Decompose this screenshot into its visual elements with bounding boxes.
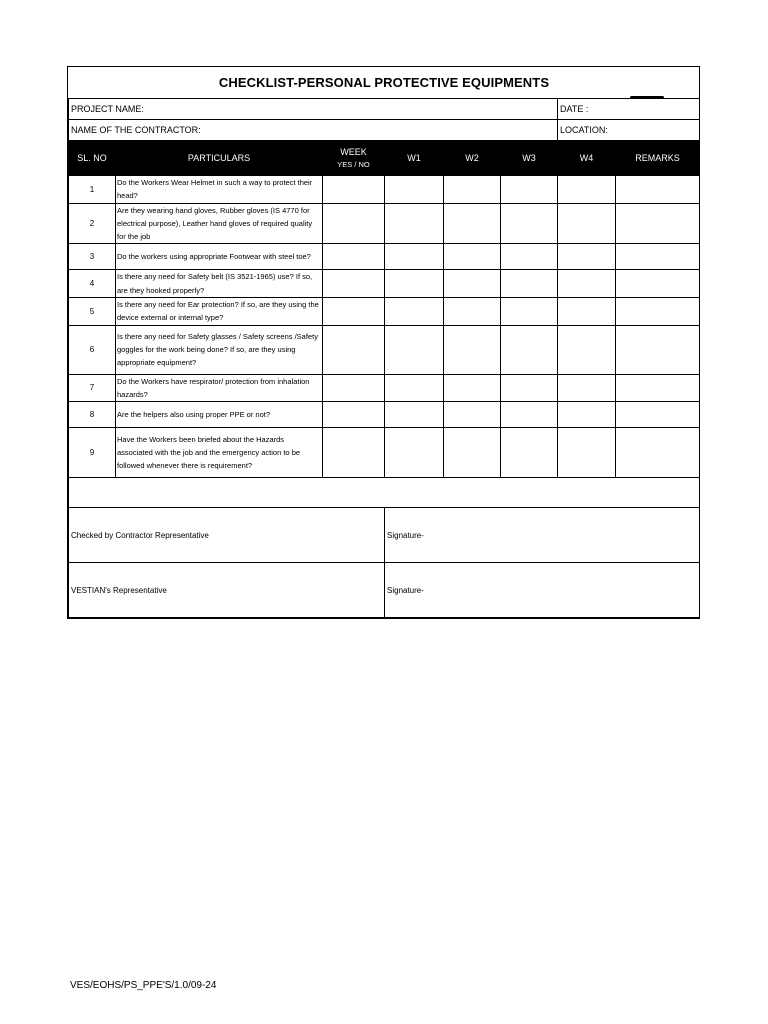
header-w1: W1 <box>385 141 444 176</box>
vestian-signature-row <box>69 563 700 618</box>
header-yes-no: YES / NO <box>337 160 370 170</box>
w1-cell[interactable] <box>385 176 444 204</box>
contractor-signature-field[interactable]: Signature- <box>385 508 700 563</box>
item-particulars: Have the Workers been briefed about the Hazards associated with the job and the emergency action to be followed whenever there is requirement? <box>116 428 323 478</box>
w4-cell[interactable] <box>558 270 616 298</box>
table-row <box>69 203 700 244</box>
w3-cell[interactable] <box>501 298 558 326</box>
w4-cell[interactable] <box>558 203 616 244</box>
item-particulars: Is there any need for Ear protection? If so, are they using the device external or internal type? <box>116 298 323 326</box>
item-number: 9 <box>69 428 116 478</box>
w2-cell[interactable] <box>444 244 501 270</box>
remarks-cell[interactable] <box>616 176 700 204</box>
w1-cell[interactable] <box>385 428 444 478</box>
item-number: 8 <box>69 402 116 428</box>
header-particulars: PARTICULARS <box>116 141 323 176</box>
remarks-cell[interactable] <box>616 203 700 244</box>
w4-cell[interactable] <box>558 402 616 428</box>
w4-cell[interactable] <box>558 374 616 402</box>
w1-cell[interactable] <box>385 402 444 428</box>
checklist-table <box>68 67 700 618</box>
item-particulars: Is there any need for Safety belt (IS 3521-1965) use? If so, are they hooked properly? <box>116 270 323 298</box>
week-yes-no-cell[interactable] <box>323 374 385 402</box>
ppe-checklist-form <box>67 66 700 619</box>
item-particulars: Is there any need for Safety glasses / Safety screens /Safety goggles for the work being done? If so, are they using appropriate equipment? <box>116 325 323 374</box>
w3-cell[interactable] <box>501 428 558 478</box>
scan-mark <box>630 96 664 99</box>
project-name-field[interactable]: PROJECT NAME: <box>69 99 558 120</box>
remarks-cell[interactable] <box>616 298 700 326</box>
w3-cell[interactable] <box>501 176 558 204</box>
item-particulars: Do the Workers have respirator/ protection from inhalation hazards? <box>116 374 323 402</box>
vestian-signature-field[interactable]: Signature- <box>385 563 700 618</box>
remarks-cell[interactable] <box>616 402 700 428</box>
blank-row <box>69 478 700 508</box>
w2-cell[interactable] <box>444 325 501 374</box>
form-title: CHECKLIST-PERSONAL PROTECTIVE EQUIPMENTS <box>69 67 700 99</box>
week-yes-no-cell[interactable] <box>323 176 385 204</box>
item-particulars: Are they wearing hand gloves, Rubber gloves (IS 4770 for electrical purpose), Leather hand gloves of required quality for the job <box>116 203 323 244</box>
header-sl-no: SL. NO <box>69 141 116 176</box>
item-number: 3 <box>69 244 116 270</box>
item-number: 2 <box>69 203 116 244</box>
w3-cell[interactable] <box>501 244 558 270</box>
week-yes-no-cell[interactable] <box>323 270 385 298</box>
week-yes-no-cell[interactable] <box>323 428 385 478</box>
remarks-cell[interactable] <box>616 270 700 298</box>
header-week-label: WEEK <box>340 146 367 157</box>
week-yes-no-cell[interactable] <box>323 244 385 270</box>
table-row <box>69 244 700 270</box>
location-field[interactable]: LOCATION: <box>558 120 700 141</box>
header-w4: W4 <box>558 141 616 176</box>
week-yes-no-cell[interactable] <box>323 402 385 428</box>
header-w3: W3 <box>501 141 558 176</box>
w3-cell[interactable] <box>501 374 558 402</box>
remarks-cell[interactable] <box>616 374 700 402</box>
table-row <box>69 402 700 428</box>
week-yes-no-cell[interactable] <box>323 325 385 374</box>
week-yes-no-cell[interactable] <box>323 298 385 326</box>
week-yes-no-cell[interactable] <box>323 203 385 244</box>
remarks-cell[interactable] <box>616 325 700 374</box>
header-remarks: REMARKS <box>616 141 700 176</box>
table-row <box>69 298 700 326</box>
w2-cell[interactable] <box>444 176 501 204</box>
vestian-representative-label: VESTIAN's Representative <box>69 563 385 618</box>
contractor-signature-row <box>69 508 700 563</box>
w3-cell[interactable] <box>501 325 558 374</box>
table-row <box>69 374 700 402</box>
header-w2: W2 <box>444 141 501 176</box>
item-number: 5 <box>69 298 116 326</box>
table-row <box>69 428 700 478</box>
remarks-cell[interactable] <box>616 244 700 270</box>
table-row <box>69 176 700 204</box>
w3-cell[interactable] <box>501 270 558 298</box>
w2-cell[interactable] <box>444 374 501 402</box>
w2-cell[interactable] <box>444 270 501 298</box>
item-particulars: Are the helpers also using proper PPE or not? <box>116 402 323 428</box>
blank-cell[interactable] <box>69 478 700 508</box>
w2-cell[interactable] <box>444 428 501 478</box>
w2-cell[interactable] <box>444 203 501 244</box>
w4-cell[interactable] <box>558 428 616 478</box>
w1-cell[interactable] <box>385 298 444 326</box>
w1-cell[interactable] <box>385 325 444 374</box>
item-number: 7 <box>69 374 116 402</box>
item-number: 6 <box>69 325 116 374</box>
w4-cell[interactable] <box>558 298 616 326</box>
w1-cell[interactable] <box>385 270 444 298</box>
remarks-cell[interactable] <box>616 428 700 478</box>
contractor-name-field[interactable]: NAME OF THE CONTRACTOR: <box>69 120 558 141</box>
table-header-row <box>69 141 700 176</box>
date-field[interactable]: DATE : <box>558 99 700 120</box>
document-code: VES/EOHS/PS_PPE'S/1.0/09-24 <box>70 980 217 991</box>
w1-cell[interactable] <box>385 203 444 244</box>
w2-cell[interactable] <box>444 402 501 428</box>
w2-cell[interactable] <box>444 298 501 326</box>
item-particulars: Do the workers using appropriate Footwear with steel toe? <box>116 244 323 270</box>
w4-cell[interactable] <box>558 325 616 374</box>
table-row <box>69 270 700 298</box>
w4-cell[interactable] <box>558 244 616 270</box>
w1-cell[interactable] <box>385 374 444 402</box>
contractor-representative-label: Checked by Contractor Representative <box>69 508 385 563</box>
item-number: 1 <box>69 176 116 204</box>
item-particulars: Do the Workers Wear Helmet in such a way to protect their head? <box>116 176 323 204</box>
w3-cell[interactable] <box>501 203 558 244</box>
header-week <box>323 141 385 176</box>
item-number: 4 <box>69 270 116 298</box>
table-row <box>69 325 700 374</box>
w1-cell[interactable] <box>385 244 444 270</box>
w3-cell[interactable] <box>501 402 558 428</box>
w4-cell[interactable] <box>558 176 616 204</box>
